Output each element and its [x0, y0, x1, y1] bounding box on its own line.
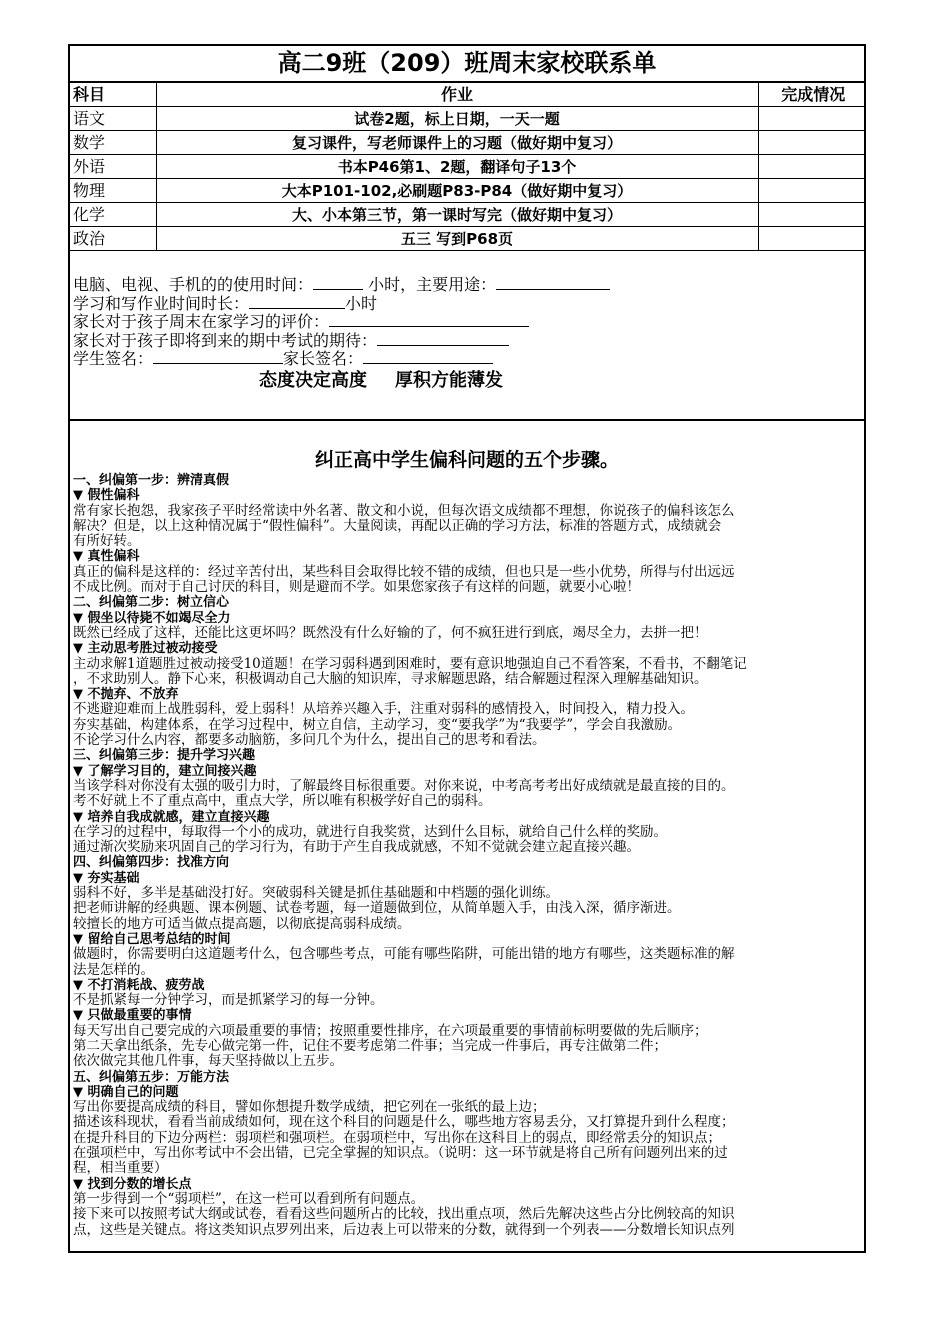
- paragraph-line: 做题时，你需要明白这道题考什么，包含哪些考点，可能有哪些陷阱，可能出错的地方有哪些，这类题标准的解: [73, 946, 735, 963]
- row-subject: 政治: [70, 227, 156, 251]
- study-time-label: 学习和写作业时间时长：: [73, 293, 250, 313]
- row-subject: 语文: [70, 107, 156, 131]
- header-subject: 科目: [70, 83, 156, 107]
- paragraph-line: 接下来可以按照考试大纲或试卷，看看这些问题所占的比较，找出重点项，然后先解决这些占分比例较高的知识: [73, 1206, 735, 1223]
- article-title: 纠正高中学生偏科问题的五个步骤。: [314, 449, 619, 471]
- paragraph-line: 不成比例。而对于自己讨厌的科目，则是避而不学。如果您家孩子有这样的问题，就要小心啦！: [73, 579, 640, 596]
- table-header-row: [70, 83, 866, 107]
- paragraph-line: 不论学习什么内容，都要多动脑筋，多问几个为什么，提出自己的思考和看法。: [73, 732, 546, 749]
- paragraph-line: 夯实基础，构建体系，在学习过程中，树立自信，主动学习，变“要我学”为“我要学”，学会自我激励。: [73, 716, 682, 733]
- sub-heading: ▼ 主动思考胜过被动接受: [73, 641, 218, 657]
- row-subject: 数学: [70, 131, 156, 155]
- motto-1: 态度决定高度: [259, 369, 367, 391]
- row-task: 五三 写到P68页: [156, 227, 758, 251]
- row-status[interactable]: [758, 107, 866, 131]
- table-row: [70, 155, 866, 179]
- paragraph-line: 把老师讲解的经典题、课本例题、试卷考题，每一道题做到位，从简单题入手，由浅入深，循序渐进。: [73, 900, 681, 917]
- paragraph-line: 第二天拿出纸条，先专心做完第一件，记住不要考虑第二件事；当完成一件事后，再专注做第二件；: [73, 1037, 667, 1054]
- parent-feedback-form: [70, 251, 864, 421]
- row-task: 试卷2题，标上日期，一天一题: [156, 107, 758, 131]
- parent-eval-line: [73, 312, 861, 331]
- paragraph-line: 在强项栏中，写出你考试中不会出错，已完全掌握的知识点。（说明：这一环节就是将自己所有问题列出来的过: [73, 1145, 728, 1162]
- parent-expect-label: 家长对于孩子即将到来的期中考试的期待：: [73, 330, 378, 350]
- paragraph-line: 每天写出自己要完成的六项最重要的事情；按照重要性排序，在六项最重要的事情前标明要做的先后顺序；: [73, 1022, 708, 1039]
- paragraph-line: 写出你要提高成绩的科目，譬如你想提升数学成绩，把它列在一张纸的最上边；: [73, 1099, 546, 1116]
- paragraph-line: 在学习的过程中，每取得一个小的成功，就进行自我奖赏，达到什么目标，就给自己什么样的奖励。: [73, 823, 667, 840]
- row-status[interactable]: [758, 155, 866, 179]
- row-task: 书本P46第1、2题，翻译句子13个: [156, 155, 758, 179]
- paragraph-line: 有所好转。: [73, 533, 141, 550]
- parent-sign-label: 家长签名：: [283, 349, 364, 368]
- motto-2: 厚积方能薄发: [395, 369, 503, 391]
- sub-heading: ▼ 了解学习目的，建立间接兴趣: [73, 763, 257, 779]
- student-sign-field[interactable]: [153, 349, 283, 364]
- article: [70, 447, 864, 1238]
- table-row: [70, 227, 866, 251]
- table-row: [70, 131, 866, 155]
- paragraph-line: 较擅长的地方可适当做点提高题，以彻底提高弱科成绩。: [73, 915, 411, 932]
- paragraph-line: 第一步得到一个“弱项栏”，在这一栏可以看到所有问题点。: [73, 1190, 425, 1207]
- paragraph-line: 不逃避迎难而上战胜弱科，爱上弱科！从培养兴趣入手，注重对弱科的感情投入，时间投入，精力投入。: [73, 701, 694, 718]
- usage-field[interactable]: [496, 275, 610, 290]
- screen-time-label: 电脑、电视、手机的的使用时间：: [73, 275, 314, 294]
- sub-heading: ▼ 夯实基础: [73, 870, 140, 886]
- paragraph-line: 通过渐次奖励来巩固自己的学习行为，有助于产生自我成就感，不知不觉就会建立起直接兴趣。: [73, 839, 640, 856]
- paragraph-line: 描述该科现状，看看当前成绩如何，现在这个科目的问题是什么，哪些地方容易丢分，又打算提升到什么程度；: [73, 1114, 735, 1131]
- paragraph-line: 点，这些是关键点。将这类知识点罗列出来，后边表上可以带来的分数，就得到一个列表——分数增长知识点列: [73, 1221, 735, 1238]
- hours-usage-label: 小时，主要用途：: [368, 275, 497, 294]
- table-row: [70, 203, 866, 227]
- paragraph-line: 不是抓紧每一分钟学习，而是抓紧学习的每一分钟。: [73, 992, 384, 1009]
- paragraph-line: 真正的偏科是这样的：经过辛苦付出，某些科目会取得比较不错的成绩，但也只是一些小优势，所得与付出远远: [73, 563, 735, 580]
- study-time-line: [73, 294, 861, 313]
- screen-time-line: [73, 275, 861, 294]
- screen-time-field[interactable]: [313, 275, 363, 290]
- sheet-title: 高二9班（209）班周末家校联系单: [70, 46, 864, 82]
- paragraph-line: 程，相当重要）: [73, 1160, 168, 1177]
- paragraph-line: 弱科不好，多半是基础没打好。突破弱科关键是抓住基础题和中档题的强化训练。: [73, 885, 559, 902]
- header-status: 完成情况: [758, 83, 866, 107]
- row-subject: 物理: [70, 179, 156, 203]
- sub-heading: ▼ 只做最重要的事情: [73, 1008, 192, 1024]
- row-task: 大本P101-102,必刷题P83-P84（做好期中复习）: [156, 179, 758, 203]
- paragraph-line: 依次做完其他几件事，每天坚持做以上五步。: [73, 1053, 343, 1070]
- sub-heading: ▼ 假坐以待毙不如竭尽全力: [73, 610, 231, 626]
- table-row: [70, 107, 866, 131]
- row-status[interactable]: [758, 179, 866, 203]
- parent-eval-field[interactable]: [329, 312, 529, 327]
- row-subject: 外语: [70, 155, 156, 179]
- section-heading: 二、纠偏第二步：树立信心: [73, 595, 230, 611]
- sub-heading: ▼ 假性偏科: [73, 488, 140, 504]
- header-homework: 作业: [156, 83, 758, 107]
- motto: [73, 368, 861, 394]
- sub-heading: ▼ 不打消耗战、疲劳战: [73, 977, 205, 993]
- section-heading: 一、纠偏第一步：辨清真假: [73, 473, 230, 488]
- signature-line: [73, 349, 861, 368]
- row-status[interactable]: [758, 131, 866, 155]
- table-row: [70, 179, 866, 203]
- paragraph-line: 既然已经成了这样，还能比这更坏吗？既然没有什么好输的了，何不疯狂进行到底，竭尽全力，去拼一把！: [73, 624, 708, 641]
- homework-table: [70, 82, 866, 251]
- row-subject: 化学: [70, 203, 156, 227]
- sub-heading: ▼ 明确自己的问题: [73, 1084, 179, 1100]
- row-task: 大、小本第三节，第一课时写完（做好期中复习）: [156, 203, 758, 227]
- row-task: 复习课件，写老师课件上的习题（做好期中复习）: [156, 131, 758, 155]
- sub-heading: ▼ 找到分数的增长点: [73, 1176, 192, 1192]
- paragraph-line: 在提升科目的下边分两栏：弱项栏和强项栏。在弱项栏中，写出你在这科目上的弱点，即经常丢分的知识点；: [73, 1129, 721, 1146]
- study-time-field[interactable]: [249, 294, 345, 309]
- row-status[interactable]: [758, 203, 866, 227]
- student-sign-label: 学生签名：: [73, 349, 154, 368]
- paragraph-line: 考不好就上不了重点高中，重点大学，所以唯有积极学好自己的弱科。: [73, 793, 492, 810]
- row-status[interactable]: [758, 227, 866, 251]
- parent-expect-field[interactable]: [377, 331, 509, 346]
- section-heading: 四、纠偏第四步：找准方向: [73, 855, 230, 871]
- section-heading: 五、纠偏第五步：万能方法: [73, 1069, 230, 1085]
- contact-sheet: [68, 44, 866, 1253]
- paragraph-line: ，不求助别人。静下心来，积极调动自己大脑的知识库，寻求解题思路，结合解题过程深入理解基础知识。: [73, 670, 708, 687]
- sub-heading: ▼ 真性偏科: [73, 549, 140, 565]
- parent-expect-line: [73, 331, 861, 350]
- paragraph-line: 法是怎样的。: [73, 961, 154, 978]
- paragraph-line: 常有家长抱怨，我家孩子平时经常读中外名著、散文和小说，但每次语文成绩都不理想，你说孩子的偏科该怎么: [73, 502, 735, 519]
- parent-eval-label: 家长对于孩子周末在家学习的评价：: [73, 312, 330, 331]
- sub-heading: ▼ 留给自己思考总结的时间: [73, 931, 231, 947]
- paragraph-line: 解决？但是，以上这种情况属于“假性偏科”。大量阅读，再配以正确的学习方法，标准的答题方式，成绩就会: [73, 517, 722, 534]
- sub-heading: ▼ 不抛弃、不放弃: [73, 687, 179, 703]
- article-body: [73, 473, 861, 1238]
- hours-label: 小时: [345, 293, 378, 313]
- section-heading: 三、纠偏第三步：提升学习兴趣: [73, 748, 256, 764]
- paragraph-line: 主动求解1道题胜过被动接受10道题！在学习弱科遇到困难时，要有意识地强迫自己不看答案，不看书，不翻笔记: [73, 655, 747, 672]
- paragraph-line: 当该学科对你没有太强的吸引力时，了解最终目标很重要。对你来说，中考高考考出好成绩就是最直接的目的。: [73, 777, 735, 794]
- parent-sign-field[interactable]: [363, 349, 493, 364]
- sub-heading: ▼ 培养自我成就感，建立直接兴趣: [73, 809, 270, 825]
